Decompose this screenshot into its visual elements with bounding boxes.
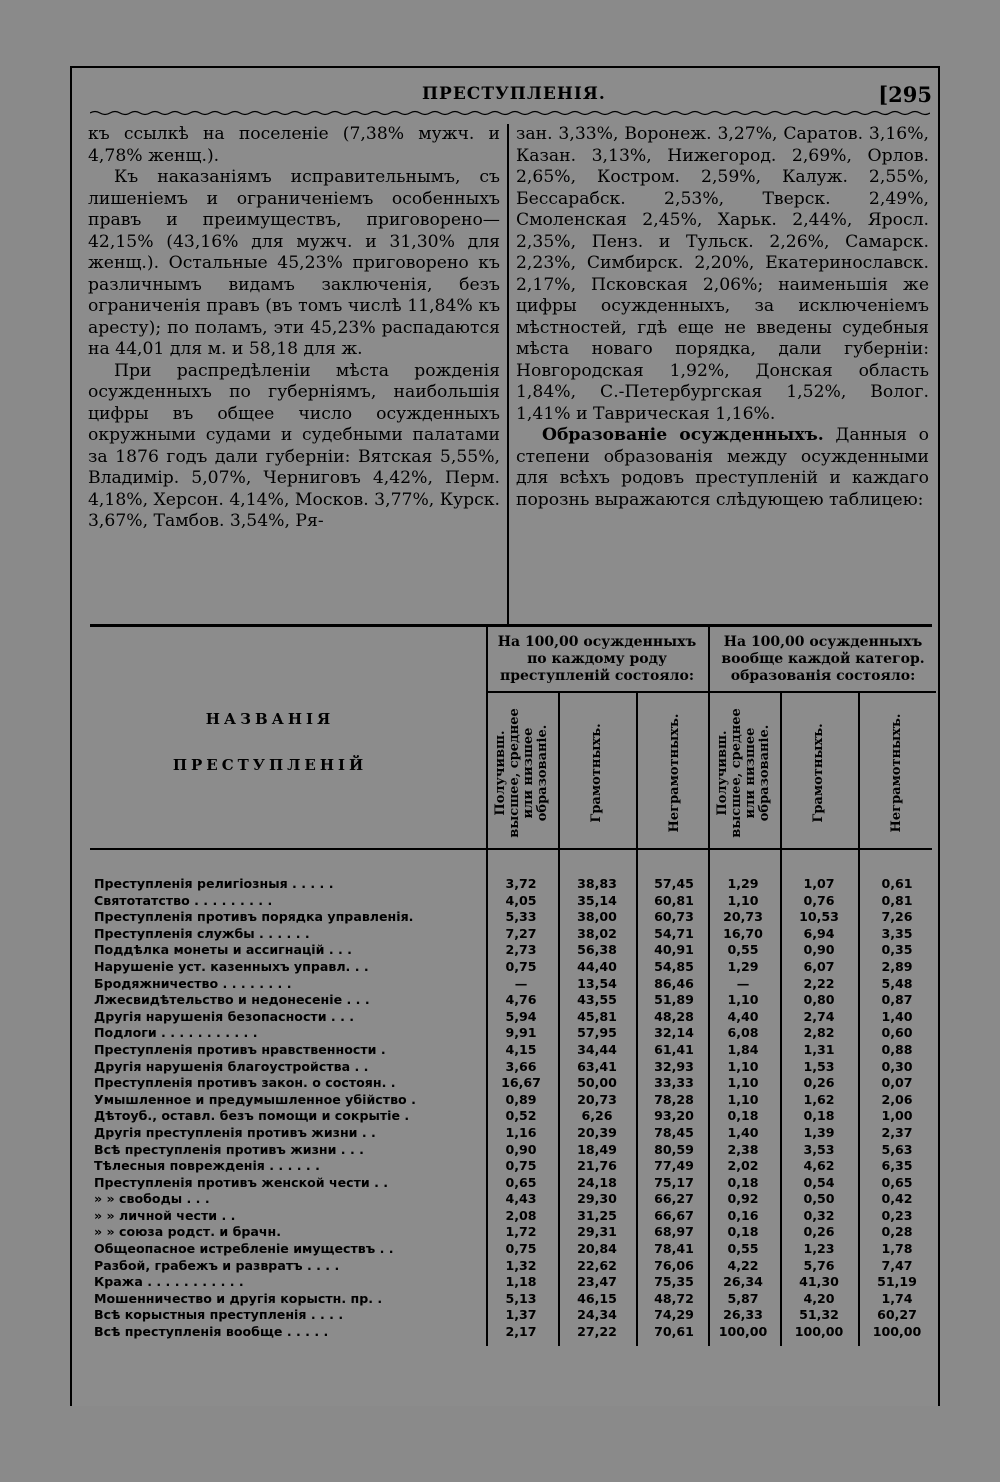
table-cell: 56,38 [577, 942, 617, 958]
table-row [90, 893, 936, 910]
table-cell: 3,72 [505, 876, 537, 891]
table-cell: 60,81 [654, 892, 694, 908]
subheader-literate: Грамотныхъ. [811, 723, 826, 823]
table-cell: 4,43 [505, 1191, 537, 1207]
table-cell: 1,29 [727, 876, 759, 891]
table-row [90, 1291, 936, 1308]
table-cell: 34,44 [577, 1041, 617, 1057]
table-row [90, 1307, 936, 1324]
table-row [90, 1075, 936, 1092]
table-cell: 7,26 [881, 909, 913, 925]
crime-name: Кража . . . . . . . . . . . [94, 1274, 244, 1290]
table-cell: 5,87 [727, 1290, 759, 1306]
table-cell: — [736, 975, 750, 991]
table-cell: 20,73 [577, 1091, 617, 1107]
crime-name: Умышленное и предумышленное убійство . [94, 1091, 416, 1107]
table-cell: 77,49 [654, 1158, 694, 1174]
paragraph: зан. 3,33%, Воронеж. 3,27%, Саратов. 3,16%, Казан. 3,13%, Нижегород. 2,69%, Орлов. 2,65%, Костром. 2,59%, Калуж. 2,55%, Бессарабск. 2,53%, Тверск. 2,49%, Смоленская 2,45%, Харьк. 2,44%, Яросл. 2,35%, Пенз. и Тульск. 2,26%, Самарск. 2,23%, Симбирск. 2,20%, Екатеринославск. 2,17%, Псковская 2,06%; наименьшія же цифры осужденныхъ, за исключеніемъ мѣстностей, гдѣ еще не введены судебныя мѣста новаго порядка, дали губерніи: Новгородская 1,92%, Донская область 1,84%, С.-Петербургская 1,52%, Волог. 1,41% и Таврическая 1,16%. [516, 124, 929, 424]
table-cell: 1,10 [727, 1058, 759, 1074]
table-cell: 6,94 [803, 925, 835, 941]
table-cell: 1,10 [727, 1075, 759, 1091]
table-cell: 1,31 [803, 1041, 835, 1057]
table-row [90, 992, 936, 1009]
table-cell: 18,49 [577, 1141, 617, 1157]
table-body [90, 876, 936, 1341]
table-cell: 5,63 [881, 1141, 913, 1157]
table-cell: 4,22 [727, 1257, 759, 1273]
table-row [90, 1025, 936, 1042]
table-cell: 3,35 [881, 925, 913, 941]
table-cell: 24,34 [577, 1307, 617, 1323]
table-cell: 0,55 [727, 1241, 759, 1257]
table-cell: 5,33 [505, 909, 537, 925]
table-cell: 2,02 [727, 1158, 759, 1174]
table-cell: 2,82 [803, 1025, 835, 1041]
crime-name: Бродяжничество . . . . . . . . [94, 975, 292, 991]
table-cell: 0,26 [803, 1075, 835, 1091]
table-cell: 4,62 [803, 1158, 835, 1174]
table-row [90, 1009, 936, 1026]
table-cell: 1,40 [727, 1124, 759, 1140]
table-cell: 0,65 [881, 1174, 913, 1190]
table-cell: 0,60 [881, 1025, 913, 1041]
table-cell: 1,74 [881, 1290, 913, 1306]
table-cell: 7,47 [881, 1257, 913, 1273]
table-cell: 4,15 [505, 1041, 537, 1057]
table-cell: 66,27 [654, 1191, 694, 1207]
subheader-illiterate: Неграмотныхъ. [667, 713, 682, 833]
crime-name: » » личной чести . . [94, 1207, 236, 1223]
left-text-column [88, 124, 500, 533]
table-cell: 2,73 [505, 942, 537, 958]
table-cell: 75,35 [654, 1274, 694, 1290]
table-cell: 29,30 [577, 1191, 617, 1207]
table-cell: 0,65 [505, 1174, 537, 1190]
paragraph [516, 425, 929, 511]
table-cell: 24,18 [577, 1174, 617, 1190]
crime-name: » » свободы . . . [94, 1191, 210, 1207]
crime-name: Подлоги . . . . . . . . . . . [94, 1025, 258, 1041]
table-cell: 38,83 [577, 876, 617, 891]
crime-name: Преступленія службы . . . . . . [94, 925, 310, 941]
table-cell: 20,84 [577, 1241, 617, 1257]
table-cell: 2,22 [803, 975, 835, 991]
table-cell: 0,26 [803, 1224, 835, 1240]
table-cell: 4,20 [803, 1290, 835, 1306]
table-row [90, 909, 936, 926]
table-row [90, 1274, 936, 1291]
table-cell: 3,53 [803, 1141, 835, 1157]
table-row [90, 1175, 936, 1192]
table-cell: 0,80 [803, 992, 835, 1008]
table-cell: 35,14 [577, 892, 617, 908]
table-cell: 0,18 [727, 1224, 759, 1240]
table-cell: 100,00 [794, 1324, 844, 1340]
table-cell: 1,10 [727, 1091, 759, 1107]
table-cell: 6,26 [581, 1108, 613, 1124]
table-cell: 74,29 [654, 1307, 694, 1323]
table-cell: 75,17 [654, 1174, 694, 1190]
table-cell: 0,76 [803, 892, 835, 908]
table-cell: 43,55 [577, 992, 617, 1008]
crime-name: Преступленія противъ женской чести . . [94, 1174, 389, 1190]
table-cell: 21,76 [577, 1158, 617, 1174]
table-cell: 57,45 [654, 876, 694, 891]
table-cell: 0,89 [505, 1091, 537, 1107]
section-heading: Образованіе осужденныхъ. [542, 425, 824, 445]
table-cell: 29,31 [577, 1224, 617, 1240]
subheader-educated: Получивш. высшее, среднее или низшее образованіе. [493, 708, 550, 838]
table-cell: 4,76 [505, 992, 537, 1008]
table-cell: 1,53 [803, 1058, 835, 1074]
table-cell: 0,28 [881, 1224, 913, 1240]
table-cell: 6,08 [727, 1025, 759, 1041]
table-cell: 0,50 [803, 1191, 835, 1207]
table-cell: 3,66 [505, 1058, 537, 1074]
table-cell: 1,39 [803, 1124, 835, 1140]
table-cell: 0,30 [881, 1058, 913, 1074]
table-cell: 0,88 [881, 1041, 913, 1057]
table-cell: 13,54 [577, 975, 617, 991]
column-divider [507, 124, 510, 624]
name-header-line: ПРЕСТУПЛЕНІЙ [172, 756, 368, 774]
table-cell: 1,40 [881, 1008, 913, 1024]
table-cell: 100,00 [718, 1324, 768, 1340]
table-cell: 51,19 [877, 1274, 917, 1290]
table-cell: 27,22 [577, 1324, 617, 1340]
crime-name: Другія преступленія противъ жизни . . [94, 1124, 376, 1140]
table-cell: 32,14 [654, 1025, 694, 1041]
table-row [90, 1241, 936, 1258]
table-cell: 45,81 [577, 1008, 617, 1024]
table-cell: 33,33 [654, 1075, 694, 1091]
table-cell: 0,75 [505, 1241, 537, 1257]
table-row [90, 1324, 936, 1341]
header-bottom-rule [90, 848, 932, 850]
table-cell: 20,73 [723, 909, 763, 925]
running-header [72, 84, 938, 108]
crime-name: Преступленія противъ закон. о состоян. . [94, 1075, 396, 1091]
table-row [90, 1059, 936, 1076]
table-cell: 0,90 [505, 1141, 537, 1157]
table-cell: 0,07 [881, 1075, 913, 1091]
table-cell: 6,35 [881, 1158, 913, 1174]
table-row [90, 976, 936, 993]
table-cell: 1,37 [505, 1307, 537, 1323]
name-header-line: НАЗВАНІЯ [205, 710, 335, 728]
table-cell: 1,10 [727, 992, 759, 1008]
table-cell: 93,20 [654, 1108, 694, 1124]
crime-name: » » союза родст. и брачн. [94, 1224, 282, 1240]
table-row [90, 1092, 936, 1109]
table-cell: 0,87 [881, 992, 913, 1008]
table-row [90, 942, 936, 959]
table-row [90, 1258, 936, 1275]
table-cell: 2,17 [505, 1324, 537, 1340]
table-cell: 61,41 [654, 1041, 694, 1057]
table-cell: 0,92 [727, 1191, 759, 1207]
group-header-2: На 100,00 осужденныхъ вообще каждой категор. образованія состояло: [721, 634, 925, 684]
table-row [90, 1224, 936, 1241]
table-cell: 0,52 [505, 1108, 537, 1124]
table-cell: 1,18 [505, 1274, 537, 1290]
table-cell: 50,00 [577, 1075, 617, 1091]
table-cell: 0,18 [727, 1108, 759, 1124]
table-row [90, 1191, 936, 1208]
table-cell: 16,67 [501, 1075, 541, 1091]
table-cell: 51,89 [654, 992, 694, 1008]
table-cell: 60,73 [654, 909, 694, 925]
crime-name: Разбой, грабежъ и развратъ . . . . [94, 1257, 340, 1273]
page-number: [295 [878, 82, 932, 107]
table-row [90, 1042, 936, 1059]
paragraph: къ ссылкѣ на поселеніе (7,38% мужч. и 4,78% женщ.). [88, 124, 500, 166]
crime-name: Другія нарушенія благоустройства . . [94, 1058, 369, 1074]
right-text-column [516, 124, 929, 511]
table-cell: 1,23 [803, 1241, 835, 1257]
table-cell: 1,00 [881, 1108, 913, 1124]
group-rule [708, 691, 936, 693]
table-cell: 0,35 [881, 942, 913, 958]
subheader-illiterate: Неграмотныхъ. [889, 713, 904, 833]
paragraph: Къ наказаніямъ исправительнымъ, съ лишеніемъ и ограниченіемъ особенныхъ правъ и преимуществъ, приговорено—42,15% (43,16% для мужч. и 31,30% для женщ.). Остальные 45,23% приговорено къ различнымъ видамъ заключенія, безъ ограниченія правъ (въ томъ числѣ 11,84% къ аресту); по поламъ, эти 45,23% распадаются на 44,01 для м. и 58,18 для ж. [88, 167, 500, 359]
table-row [90, 1208, 936, 1225]
table-cell: 5,94 [505, 1008, 537, 1024]
table-cell: 31,25 [577, 1207, 617, 1223]
table-cell: 38,00 [577, 909, 617, 925]
crime-name: Преступленія противъ порядка управленія. [94, 909, 414, 925]
table-cell: 86,46 [654, 975, 694, 991]
table-cell: 54,71 [654, 925, 694, 941]
table-cell: 26,34 [723, 1274, 763, 1290]
crime-name: Нарушеніе уст. казенныхъ управл. . . [94, 958, 369, 974]
table-cell: 78,28 [654, 1091, 694, 1107]
table-cell: 1,78 [881, 1241, 913, 1257]
paragraph: При распредѣленіи мѣста рожденія осужденныхъ по губерніямъ, наибольшія цифры въ общее число осужденныхъ окружными судами и судебными палатами за 1876 годъ дали губерніи: Вятская 5,55%, Владимір. 5,07%, Черниговъ 4,42%, Перм. 4,18%, Херсон. 4,14%, Москов. 3,77%, Курск. 3,67%, Тамбов. 3,54%, Ря- [88, 360, 500, 531]
table-cell: 2,38 [727, 1141, 759, 1157]
table-row [90, 1125, 936, 1142]
table-cell: 0,75 [505, 958, 537, 974]
table-cell: 0,18 [803, 1108, 835, 1124]
table-cell: 4,40 [727, 1008, 759, 1024]
crime-name: Всѣ преступленія противъ жизни . . . [94, 1141, 364, 1157]
table-cell: 5,48 [881, 975, 913, 991]
table-cell: 76,06 [654, 1257, 694, 1273]
table-cell: 9,91 [505, 1025, 537, 1041]
section-text: Данныя о степени образованія между осужденными для всѣхъ родовъ преступленій и каждаго порознь выражаются слѣдующею таблицею: [516, 425, 929, 510]
table-cell: 32,93 [654, 1058, 694, 1074]
table-top-rule [90, 624, 932, 627]
table-cell: 2,37 [881, 1124, 913, 1140]
table-cell: 41,30 [799, 1274, 839, 1290]
table-cell: 0,90 [803, 942, 835, 958]
table-cell: 54,85 [654, 958, 694, 974]
name-column-header [150, 696, 390, 788]
table-cell: — [514, 975, 528, 991]
table-cell: 10,53 [799, 909, 839, 925]
page-title: ПРЕСТУПЛЕНІЯ. [422, 84, 606, 104]
table-cell: 5,13 [505, 1290, 537, 1306]
table-cell: 60,27 [877, 1307, 917, 1323]
table-cell: 26,33 [723, 1307, 763, 1323]
table-cell: 68,97 [654, 1224, 694, 1240]
table-row [90, 1158, 936, 1175]
table-cell: 1,10 [727, 892, 759, 908]
table-cell: 1,62 [803, 1091, 835, 1107]
crime-name: Дѣтоуб., оставл. безъ помощи и сокрытіе . [94, 1108, 410, 1124]
table-cell: 57,95 [577, 1025, 617, 1041]
table-cell: 0,81 [881, 892, 913, 908]
table-cell: 2,89 [881, 958, 913, 974]
table-cell: 48,28 [654, 1008, 694, 1024]
crime-name: Мошенничество и другія корыстн. пр. . [94, 1290, 383, 1306]
table-cell: 100,00 [872, 1324, 922, 1340]
table-cell: 2,06 [881, 1091, 913, 1107]
crime-name: Лжесвидѣтельство и недонесеніе . . . [94, 992, 370, 1008]
crime-name: Всѣ корыстныя преступленія . . . . [94, 1307, 344, 1323]
table-cell: 1,32 [505, 1257, 537, 1273]
crime-name: Преступленія религіозныя . . . . . [94, 876, 334, 891]
table-cell: 78,41 [654, 1241, 694, 1257]
table-cell: 1,07 [803, 876, 835, 891]
table-cell: 70,61 [654, 1324, 694, 1340]
table-cell: 0,55 [727, 942, 759, 958]
page [70, 66, 940, 1406]
subheader-literate: Грамотныхъ. [589, 723, 604, 823]
subheader-educated: Получивш. высшее, среднее или низшее образованіе. [715, 708, 772, 838]
table-cell: 63,41 [577, 1058, 617, 1074]
table-cell: 4,05 [505, 892, 537, 908]
table-cell: 1,29 [727, 958, 759, 974]
table-cell: 0,61 [881, 876, 913, 891]
table-cell: 6,07 [803, 958, 835, 974]
group-header-1: На 100,00 осужденныхъ по каждому роду преступленій состояло: [497, 634, 697, 684]
table-row [90, 959, 936, 976]
table-row [90, 876, 936, 893]
crime-name: Преступленія противъ нравственности . [94, 1041, 386, 1057]
table-cell: 1,84 [727, 1041, 759, 1057]
table-cell: 16,70 [723, 925, 763, 941]
table-row [90, 1142, 936, 1159]
table-cell: 22,62 [577, 1257, 617, 1273]
crime-name: Общеопасное истребленіе имуществъ . . [94, 1241, 394, 1257]
table-cell: 66,67 [654, 1207, 694, 1223]
table-cell: 0,18 [727, 1174, 759, 1190]
table-cell: 1,72 [505, 1224, 537, 1240]
table-cell: 80,59 [654, 1141, 694, 1157]
table-cell: 0,23 [881, 1207, 913, 1223]
table-cell: 46,15 [577, 1290, 617, 1306]
table-cell: 0,54 [803, 1174, 835, 1190]
table-cell: 40,91 [654, 942, 694, 958]
wavy-rule [90, 110, 930, 116]
table-cell: 7,27 [505, 925, 537, 941]
table-cell: 5,76 [803, 1257, 835, 1273]
group-rule [486, 691, 708, 693]
crime-name: Другія нарушенія безопасности . . . [94, 1008, 355, 1024]
crime-name: Тѣлесныя поврежденія . . . . . . [94, 1158, 320, 1174]
table-cell: 0,16 [727, 1207, 759, 1223]
table-cell: 20,39 [577, 1124, 617, 1140]
table-cell: 2,74 [803, 1008, 835, 1024]
table-cell: 51,32 [799, 1307, 839, 1323]
crime-name: Святотатство . . . . . . . . . [94, 892, 273, 908]
crime-name: Поддѣлка монеты и ассигнацій . . . [94, 942, 352, 958]
crime-name: Всѣ преступленія вообще . . . . . [94, 1324, 329, 1340]
table-cell: 0,75 [505, 1158, 537, 1174]
table-cell: 2,08 [505, 1207, 537, 1223]
table-cell: 23,47 [577, 1274, 617, 1290]
table-row [90, 926, 936, 943]
table-cell: 1,16 [505, 1124, 537, 1140]
table-cell: 38,02 [577, 925, 617, 941]
table-cell: 78,45 [654, 1124, 694, 1140]
table-cell: 0,32 [803, 1207, 835, 1223]
table-cell: 44,40 [577, 958, 617, 974]
table-cell: 48,72 [654, 1290, 694, 1306]
table-cell: 0,42 [881, 1191, 913, 1207]
table-row [90, 1108, 936, 1125]
